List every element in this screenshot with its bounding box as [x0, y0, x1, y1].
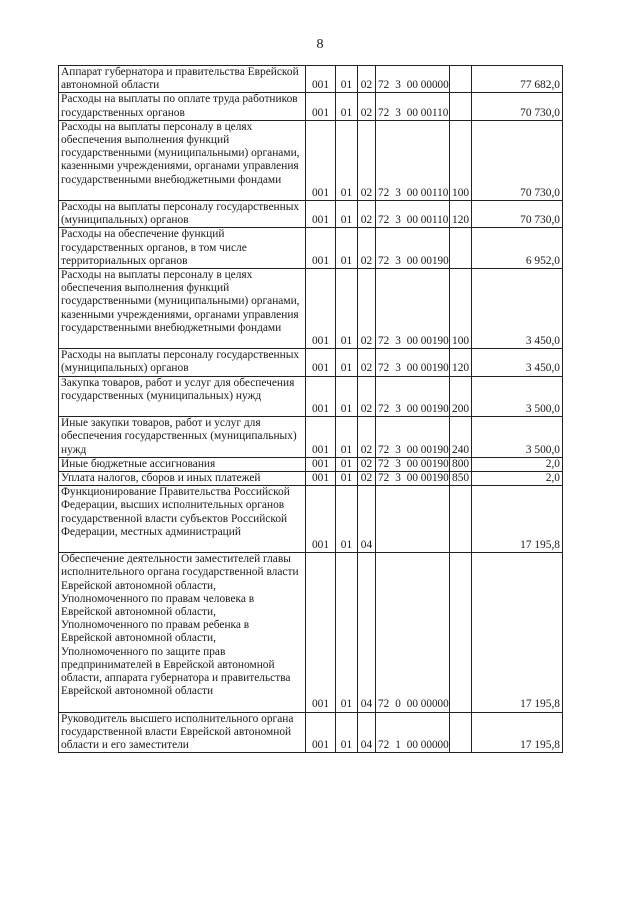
row-vr: 120: [450, 201, 472, 228]
table-row: [59, 269, 563, 349]
row-rz: 01: [336, 472, 358, 486]
row-target-article-part: 72: [378, 335, 390, 347]
row-target-article-part: 00 00000: [406, 698, 449, 711]
row-ved: 001: [306, 66, 336, 93]
row-vr: 120: [450, 349, 472, 376]
row-pr: 02: [358, 376, 376, 417]
row-target-article-part: 00 00190: [406, 335, 449, 347]
row-pr: 02: [358, 93, 376, 120]
row-target-article-part: 72: [378, 457, 390, 470]
row-target-article-part: 3: [395, 362, 401, 375]
table-row: [59, 66, 563, 93]
row-ved: 001: [306, 201, 336, 228]
row-pr: 02: [358, 457, 376, 471]
row-vr: 100: [450, 120, 472, 200]
row-target-article-part: 3: [395, 254, 401, 267]
row-sum: 70 730,0: [472, 201, 563, 228]
row-target-article: [376, 269, 450, 349]
row-target-article-part: 00 00190: [406, 403, 449, 415]
row-target-article-part: 72: [378, 106, 390, 119]
table-row: [59, 93, 563, 120]
row-name: Функционирование Правительства Российской Федерации, высших исполнительных органов государственной власти субъектов Российской Федерации, местных администраций: [59, 486, 306, 553]
row-target-article-part: 72: [378, 739, 390, 752]
row-target-article-part: 00 00190: [406, 443, 449, 456]
row-ved: 001: [306, 269, 336, 349]
row-target-article: [376, 66, 450, 93]
row-target-article-part: 3: [395, 214, 401, 227]
row-target-article-part: 00 00000: [406, 79, 449, 92]
row-sum: 3 450,0: [472, 349, 563, 376]
table-row: [59, 457, 563, 471]
row-sum: 77 682,0: [472, 66, 563, 93]
row-ved: 001: [306, 349, 336, 376]
table-row: [59, 472, 563, 486]
row-pr: 02: [358, 66, 376, 93]
row-name: Аппарат губернатора и правительства Еврейской автономной области: [59, 66, 306, 93]
row-name: Уплата налогов, сборов и иных платежей: [59, 472, 306, 486]
row-name: Руководитель высшего исполнительного органа государственной власти Еврейской автономной области и его заместители: [59, 712, 306, 753]
row-target-article: [376, 228, 450, 269]
row-target-article-part: 00 00190: [406, 362, 449, 375]
row-target-article-part: 72: [378, 254, 390, 267]
row-target-article: [376, 553, 450, 712]
row-sum: 6 952,0: [472, 228, 563, 269]
row-target-article-part: 72: [378, 362, 390, 375]
row-ved: 001: [306, 712, 336, 753]
row-rz: 01: [336, 376, 358, 417]
row-vr: [450, 66, 472, 93]
row-ved: 001: [306, 457, 336, 471]
row-rz: 01: [336, 712, 358, 753]
row-sum: 3 500,0: [472, 376, 563, 417]
row-rz: 01: [336, 228, 358, 269]
row-target-article-part: 3: [395, 186, 401, 199]
row-target-article-part: 3: [395, 457, 401, 470]
table-row: [59, 486, 563, 553]
table-row: [59, 120, 563, 200]
row-pr: 02: [358, 228, 376, 269]
row-sum: 17 195,8: [472, 553, 563, 712]
row-target-article: [376, 201, 450, 228]
row-target-article-part: 72: [378, 214, 390, 227]
row-target-article: [376, 120, 450, 200]
row-name: Закупка товаров, работ и услуг для обеспечения государственных (муниципальных) нужд: [59, 376, 306, 417]
row-sum: 17 195,8: [472, 486, 563, 553]
row-ved: 001: [306, 553, 336, 712]
row-ved: 001: [306, 376, 336, 417]
row-name: Расходы на выплаты персоналу в целях обеспечения выполнения функций государственными (муниципальными) органами, казенными учреждениями, органами управления государственными внебюджетными фондами: [59, 120, 306, 200]
row-sum: 70 730,0: [472, 93, 563, 120]
row-ved: 001: [306, 228, 336, 269]
row-target-article-part: 00 00190: [406, 457, 449, 470]
row-pr: 02: [358, 201, 376, 228]
row-vr: [450, 553, 472, 712]
row-rz: 01: [336, 66, 358, 93]
row-pr: 04: [358, 486, 376, 553]
row-target-article: [376, 349, 450, 376]
row-target-article-part: 00 00190: [406, 254, 449, 267]
row-rz: 01: [336, 93, 358, 120]
row-name: Расходы на выплаты персоналу в целях обеспечения выполнения функций государственными (муниципальными) органами, казенными учреждениями, органами управления государственными внебюджетными фондами: [59, 269, 306, 349]
row-vr: 850: [450, 472, 472, 486]
row-rz: 01: [336, 349, 358, 376]
row-target-article: [376, 472, 450, 486]
row-sum: 70 730,0: [472, 120, 563, 200]
row-target-article-part: 72: [378, 443, 390, 456]
row-target-article-part: 00 00110: [406, 214, 449, 227]
row-ved: 001: [306, 417, 336, 458]
row-target-article: [376, 417, 450, 458]
row-sum: 2,0: [472, 457, 563, 471]
table-row: [59, 349, 563, 376]
row-target-article-part: 72: [378, 403, 390, 415]
row-rz: 01: [336, 417, 358, 458]
row-name: Расходы на обеспечение функций государственных органов, в том числе территориальных органов: [59, 228, 306, 269]
row-sum: 17 195,8: [472, 712, 563, 753]
row-ved: 001: [306, 120, 336, 200]
row-target-article-part: 00 00110: [406, 106, 449, 119]
page-number: 8: [316, 37, 324, 52]
table-row: [59, 376, 563, 417]
row-target-article-part: 72: [378, 472, 390, 485]
row-target-article: [376, 93, 450, 120]
table-row: [59, 201, 563, 228]
row-sum: 3 450,0: [472, 269, 563, 349]
row-name: Иные бюджетные ассигнования: [59, 457, 306, 471]
row-name: Иные закупки товаров, работ и услуг для обеспечения государственных (муниципальных) нужд: [59, 417, 306, 458]
row-rz: 01: [336, 201, 358, 228]
row-rz: 01: [336, 457, 358, 471]
row-name: Расходы на выплаты по оплате труда работников государственных органов: [59, 93, 306, 120]
row-target-article-part: 00 00110: [406, 186, 449, 199]
row-name: Расходы на выплаты персоналу государственных (муниципальных) органов: [59, 349, 306, 376]
row-target-article-part: 00 00190: [406, 472, 449, 485]
row-pr: 02: [358, 120, 376, 200]
row-vr: 100: [450, 269, 472, 349]
row-name: Расходы на выплаты персоналу государственных (муниципальных) органов: [59, 201, 306, 228]
row-rz: 01: [336, 553, 358, 712]
row-sum: 3 500,0: [472, 417, 563, 458]
row-pr: 02: [358, 417, 376, 458]
row-target-article: [376, 486, 450, 553]
row-target-article: [376, 376, 450, 417]
row-target-article-part: 3: [395, 335, 401, 347]
row-target-article-part: 0: [395, 698, 401, 711]
row-vr: [450, 712, 472, 753]
row-target-article-part: 3: [395, 443, 401, 456]
table-row: [59, 228, 563, 269]
table-row: [59, 417, 563, 458]
row-target-article-part: 72: [378, 79, 390, 92]
row-sum: 2,0: [472, 472, 563, 486]
row-target-article-part: 3: [395, 472, 401, 485]
row-pr: 02: [358, 349, 376, 376]
row-target-article-part: 00 00000: [406, 739, 449, 752]
row-target-article-part: 3: [395, 403, 401, 415]
row-target-article-part: 3: [395, 106, 401, 119]
row-pr: 04: [358, 712, 376, 753]
row-vr: [450, 93, 472, 120]
row-vr: 240: [450, 417, 472, 458]
row-target-article-part: 72: [378, 186, 390, 199]
row-target-article-part: 72: [378, 698, 390, 711]
row-rz: 01: [336, 486, 358, 553]
row-rz: 01: [336, 269, 358, 349]
table-row: [59, 553, 563, 712]
row-pr: 02: [358, 472, 376, 486]
budget-table: [58, 65, 563, 753]
row-pr: 02: [358, 269, 376, 349]
row-target-article: [376, 457, 450, 471]
row-vr: 800: [450, 457, 472, 471]
row-target-article: [376, 712, 450, 753]
row-vr: [450, 228, 472, 269]
row-name: Обеспечение деятельности заместителей главы исполнительного органа государственной власти Еврейской автономной области, Уполномоченного по правам человека в Еврейской автономной области, Уполномоченного по правам ребенка в Еврейской автономной области, Уполномоченного по защите прав предпринимателей в Еврейской автономной области, аппарата губернатора и правительства Еврейской автономной области: [59, 553, 306, 712]
row-pr: 04: [358, 553, 376, 712]
row-rz: 01: [336, 120, 358, 200]
row-ved: 001: [306, 93, 336, 120]
row-vr: [450, 486, 472, 553]
row-target-article-part: 3: [395, 79, 401, 92]
row-target-article-part: 1: [395, 739, 401, 752]
row-vr: 200: [450, 376, 472, 417]
row-ved: 001: [306, 472, 336, 486]
table-row: [59, 712, 563, 753]
row-ved: 001: [306, 486, 336, 553]
